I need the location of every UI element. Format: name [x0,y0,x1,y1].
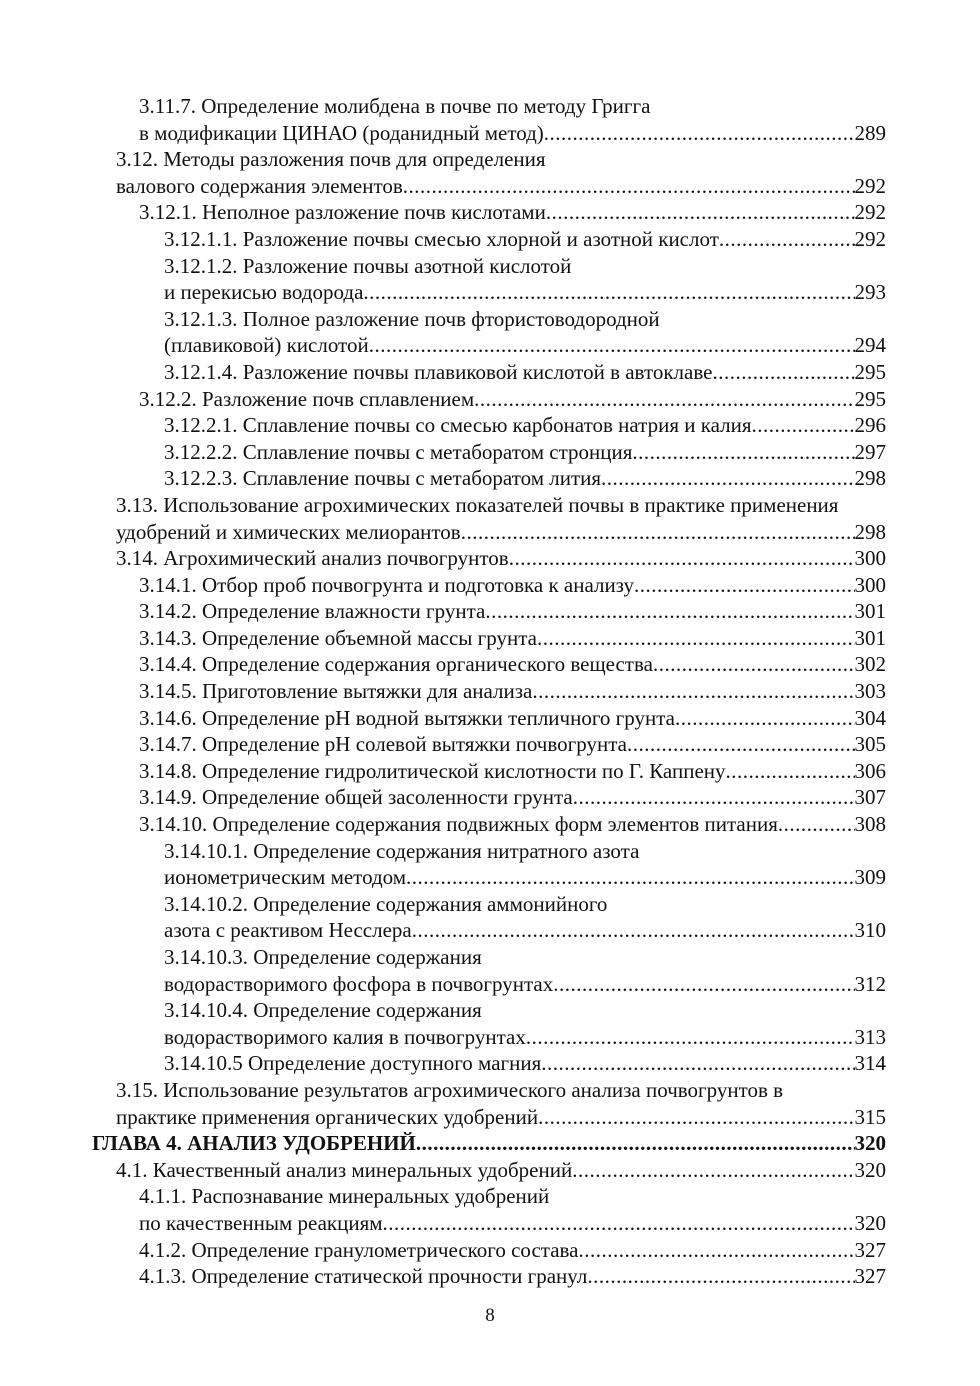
toc-entry-title: ионометрическим методом [164,865,407,890]
toc-entry-line [164,971,886,998]
toc-entry-title: 3.14.2. Определение влажности грунта [139,599,486,624]
toc-entry-title: 3.14.9. Определение общей засоленности грунта [139,785,573,810]
toc-entry[interactable] [116,465,886,492]
dot-leader [537,625,855,652]
toc-entry[interactable] [116,359,886,386]
dot-leader [509,545,855,572]
toc-entry-page: 301 [854,599,886,624]
toc-entry-page: 296 [854,413,886,438]
toc-entry-title: ГЛАВА 4. АНАЛИЗ УДОБРЕНИЙ [92,1131,416,1156]
toc-entry-page: 309 [854,865,886,890]
toc-entry-line [139,1237,886,1264]
toc-entry-title: 3.12.2.3. Сплавление почвы с метаборатом лития [164,466,602,491]
toc-entry[interactable] [116,1263,886,1290]
toc-entry-line [164,1050,886,1077]
toc-entry[interactable] [116,811,886,838]
toc-entry-page: 308 [854,812,886,837]
toc-entry-title: водорастворимого фосфора в почвогрунтах [164,971,554,996]
toc-entry-line [139,758,886,785]
dot-leader [532,678,854,705]
toc-entry-page: 303 [854,679,886,704]
toc-entry[interactable] [116,492,886,545]
dot-leader [412,917,855,944]
toc-entry-line [139,625,886,652]
toc-entry-line [92,1130,886,1157]
toc-entry-page: 301 [854,625,886,650]
dot-leader [474,386,854,413]
toc-entry[interactable] [116,758,886,785]
toc-entry-line [164,279,886,306]
toc-entry-line [139,386,886,413]
toc-entry-page: 315 [854,1104,886,1129]
toc-entry-title: 3.11.7. Определение молибдена в почве по методу Григга [139,94,651,118]
toc-entry[interactable] [116,1237,886,1264]
toc-entry-title: 3.14.5. Приготовление вытяжки для анализа [139,679,533,704]
toc-entry-page: 297 [854,439,886,464]
toc-entry[interactable] [116,891,886,944]
toc-entry-title: 3.14.10.5 Определение доступного магния [164,1051,542,1076]
toc-entry-title: 3.14.8. Определение гидролитической кислотности по Г. Каппену [139,758,726,783]
toc-entry-line [164,359,886,386]
dot-leader [579,1237,855,1264]
toc-entry-line [139,1210,886,1237]
toc-entry-title: 3.14.10.4. Определение содержания [164,998,482,1023]
toc-entry-line [139,1263,886,1290]
toc-entry-line [139,705,886,732]
dot-leader [538,1104,854,1131]
toc-entry-title: 3.14.10.3. Определение содержания [164,945,482,969]
toc-entry-line [116,173,886,200]
toc-entry-page: 314 [854,1051,886,1076]
toc-entry-line [164,838,886,865]
toc-entry-line [164,439,886,466]
toc-entry-line [116,1157,886,1184]
dot-leader [485,598,854,625]
toc-entry-title: 3.14.10. Определение содержания подвижных форм элементов питания [139,812,778,837]
toc-entry-page: 312 [854,971,886,996]
toc-entry-title: 3.14.1. Отбор проб почвогрунта и подготовка к анализу [139,572,635,597]
dot-leader [406,864,854,891]
dot-leader [383,1210,855,1237]
toc-entry-title: и перекисью водорода [164,280,364,305]
toc-entry-title: 3.12.1.2. Разложение почвы азотной кислотой [164,253,572,278]
toc-entry-page: 302 [854,652,886,677]
toc-entry-page: 310 [854,918,886,943]
toc-entry[interactable] [116,997,886,1050]
toc-entry[interactable] [116,944,886,997]
page-number: 8 [485,1305,495,1326]
toc-entry[interactable] [116,306,886,359]
toc-entry[interactable] [116,1077,886,1130]
toc-entry-line [164,306,886,333]
dot-leader [572,1157,854,1184]
toc-entry[interactable] [116,93,886,146]
toc-entry-line [139,1183,886,1210]
toc-entry-line [139,572,886,599]
toc-entry-line [164,226,886,253]
toc-entry-title: в модификации ЦИНАО (роданидный метод) [139,120,544,145]
toc-entry-title: 4.1.3. Определение статической прочности гранул [139,1264,588,1289]
toc-entry-title: водорастворимого калия в почвогрунтах [164,1024,526,1049]
toc-entry[interactable] [116,572,886,599]
dot-leader [627,731,855,758]
dot-leader [544,120,855,147]
dot-leader [553,971,854,998]
toc-entry-line [139,199,886,226]
toc-entry-page: 298 [854,519,886,544]
toc-entry-line [116,146,886,173]
toc-entry-title: 3.12.2. Разложение почв сплавлением [139,386,475,411]
toc-entry-page: 295 [854,386,886,411]
toc-entry-line [139,678,886,705]
dot-leader [416,1130,855,1157]
toc-entry[interactable] [116,412,886,439]
toc-entry-page: 327 [854,1237,886,1262]
toc-entry-page: 292 [854,173,886,198]
toc-entry-page: 293 [854,280,886,305]
toc-chapter-entry[interactable] [92,1130,886,1157]
toc-entry-line [116,1104,886,1131]
toc-entry-line [116,1077,886,1104]
toc-entry-page: 320 [854,1157,886,1182]
toc-entry-line [139,784,886,811]
toc-entry[interactable] [116,784,886,811]
dot-leader [601,465,854,492]
toc-entry[interactable] [116,598,886,625]
toc-entry[interactable] [116,731,886,758]
toc-entry-title: 3.14.10.1. Определение содержания нитратного азота [164,838,640,863]
dot-leader [403,173,855,200]
toc-entry[interactable] [116,651,886,678]
toc-entry-title: (плавиковой) кислотой [164,333,369,358]
toc-entry[interactable] [116,678,886,705]
toc-entry-page: 305 [854,732,886,757]
dot-leader [726,758,855,785]
toc-entry-title: 3.12.2.1. Сплавление почвы со смесью карбонатов натрия и калия [164,413,752,438]
dot-leader [587,1263,854,1290]
toc-entry-page: 300 [854,546,886,571]
toc-entry[interactable] [116,439,886,466]
dot-leader [719,226,855,253]
table-of-contents [92,93,886,1290]
toc-entry-page: 289 [854,120,886,145]
toc-entry-title: 4.1. Качественный анализ минеральных удобрений [116,1157,573,1182]
toc-entry-page: 304 [854,705,886,730]
toc-entry[interactable] [116,625,886,652]
toc-entry[interactable] [116,1183,886,1236]
dot-leader [752,412,855,439]
toc-entry-page: 295 [854,359,886,384]
toc-entry[interactable] [116,1157,886,1184]
toc-entry-title: 3.14.6. Определение pH водной вытяжки тепличного грунта [139,705,676,730]
dot-leader [369,332,855,359]
toc-entry-page: 307 [854,785,886,810]
toc-entry[interactable] [116,386,886,413]
toc-entry-line [164,917,886,944]
toc-entry-line [164,412,886,439]
toc-entry-title: по качественным реакциям [139,1210,383,1235]
dot-leader [778,811,855,838]
toc-entry-title: 3.14.10.2. Определение содержания аммонийного [164,891,608,916]
toc-entry[interactable] [116,226,886,253]
toc-entry-title: 4.1.2. Определение гранулометрического состава [139,1237,579,1262]
toc-entry-title: 3.12.1.4. Разложение почвы плавиковой кислотой в автоклаве [164,359,713,384]
toc-entry[interactable] [116,705,886,732]
toc-entry-page: 292 [854,200,886,225]
toc-entry-title: 3.14.3. Определение объемной массы грунта [139,625,537,650]
toc-entry-title: 3.12.2.2. Сплавление почвы с метаборатом стронция [164,439,633,464]
toc-entry[interactable] [116,253,886,306]
toc-entry-line [116,492,886,519]
toc-entry-line [164,253,886,280]
toc-entry-title: удобрений и химических мелиорантов [116,519,461,544]
toc-entry-line [116,519,886,546]
toc-entry-line [139,598,886,625]
toc-entry-line [164,332,886,359]
toc-entry-title: 4.1.1. Распознавание минеральных удобрений [139,1184,550,1209]
toc-entry-page: 294 [854,333,886,358]
toc-entry-line [164,997,886,1024]
toc-entry-title: 3.15. Использование результатов агрохимического анализа почвогрунтов в [116,1077,784,1102]
toc-entry-title: валового содержания элементов [116,173,403,198]
toc-entry-line [139,811,886,838]
dot-leader [461,519,855,546]
toc-entry-line [139,731,886,758]
toc-entry-line [164,465,886,492]
toc-entry-title: практике применения органических удобрений [116,1104,539,1129]
toc-entry[interactable] [116,545,886,572]
toc-entry-line [164,864,886,891]
toc-entry-line [139,93,886,120]
toc-entry-title: азота с реактивом Несслера [164,918,412,943]
toc-entry-line [164,1024,886,1051]
dot-leader [546,199,855,226]
toc-entry-title: 3.13. Использование агрохимических показателей почвы в практике применения [116,492,839,517]
dot-leader [634,572,854,599]
toc-entry-page: 292 [854,226,886,251]
toc-entry-page: 306 [854,758,886,783]
dot-leader [541,1050,854,1077]
toc-entry-line [116,545,886,572]
dot-leader [526,1024,855,1051]
dot-leader [653,651,855,678]
toc-entry-title: 3.14.7. Определение pH солевой вытяжки почвогрунта [139,732,627,757]
toc-entry-page: 320 [854,1131,886,1156]
toc-entry-title: 3.12.1. Неполное разложение почв кислотами [139,200,546,225]
toc-entry-line [139,120,886,147]
dot-leader [573,784,855,811]
dot-leader [632,439,854,466]
toc-entry[interactable] [116,838,886,891]
toc-entry-line [139,651,886,678]
toc-entry-title: 3.12.1.3. Полное разложение почв фтористоводородной [164,306,660,331]
toc-entry-page: 313 [854,1024,886,1049]
toc-entry-title: 3.12. Методы разложения почв для определения [116,147,546,172]
toc-entry-page: 300 [854,572,886,597]
toc-entry-page: 327 [854,1264,886,1289]
toc-entry-title: 3.14.4. Определение содержания органического вещества [139,652,653,677]
dot-leader [712,359,854,386]
toc-entry[interactable] [116,199,886,226]
dot-leader [363,279,854,306]
dot-leader [675,705,854,732]
toc-entry-title: 3.14. Агрохимический анализ почвогрунтов [116,546,509,571]
toc-entry-line [164,944,886,971]
toc-entry[interactable] [116,146,886,199]
toc-entry-line [164,891,886,918]
toc-entry-page: 298 [854,466,886,491]
toc-entry[interactable] [116,1050,886,1077]
toc-entry-title: 3.12.1.1. Разложение почвы смесью хлорной и азотной кислот [164,226,719,251]
toc-entry-page: 320 [854,1210,886,1235]
